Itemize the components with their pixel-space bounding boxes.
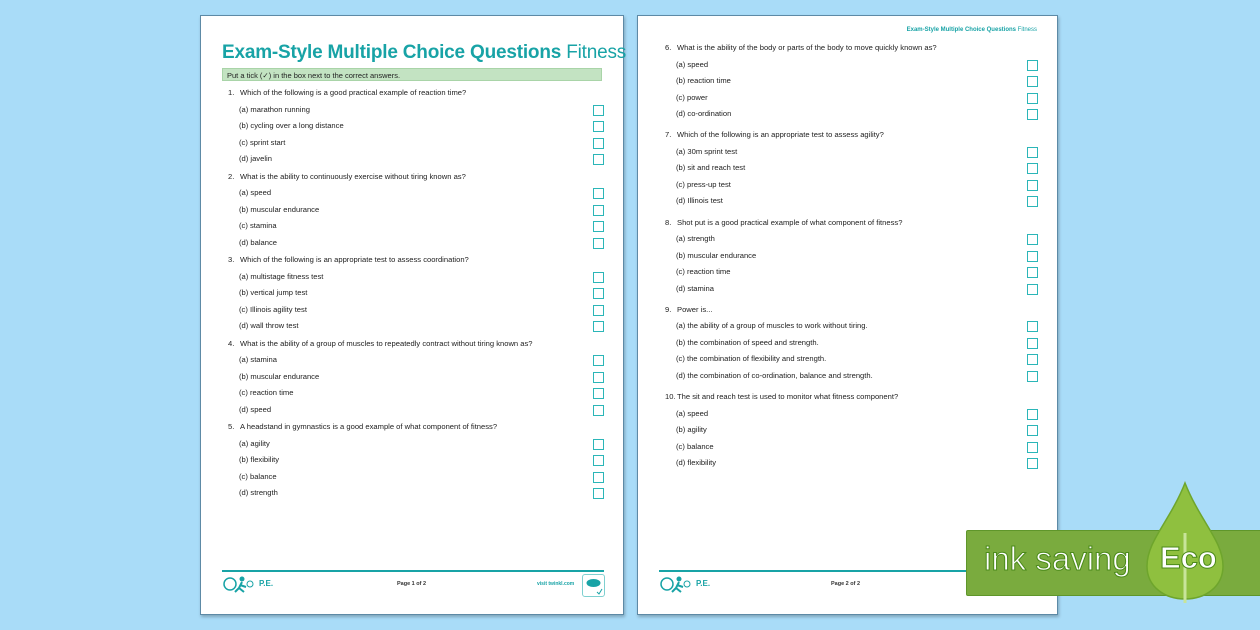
option-label: (a) strength xyxy=(676,234,715,244)
answer-checkbox[interactable] xyxy=(1027,180,1038,191)
option-label: (d) wall throw test xyxy=(239,321,299,330)
answer-option xyxy=(222,302,604,319)
option-label: (b) sit and reach test xyxy=(676,163,746,173)
option-label: (d) javelin xyxy=(239,154,272,163)
question-row xyxy=(659,302,1038,319)
option-label: (a) 30m sprint test xyxy=(676,146,738,156)
answer-checkbox[interactable] xyxy=(593,439,604,450)
option-label: (d) flexibility xyxy=(676,458,717,468)
answer-option xyxy=(222,485,604,502)
worksheet-page-2 xyxy=(637,15,1058,615)
question-text: Which of the following is an appropriate test to assess agility? xyxy=(677,130,884,140)
answer-option xyxy=(659,455,1038,472)
answer-checkbox[interactable] xyxy=(1027,284,1038,295)
answer-checkbox[interactable] xyxy=(593,388,604,399)
question-number: 3. xyxy=(228,255,235,264)
answer-checkbox[interactable] xyxy=(593,272,604,283)
page-title xyxy=(222,42,626,64)
option-label: (a) marathon running xyxy=(239,104,310,114)
answer-option xyxy=(659,193,1038,210)
answer-option xyxy=(222,102,604,119)
question-row xyxy=(222,85,604,102)
option-label: (a) agility xyxy=(239,438,270,448)
question-text: Power is... xyxy=(677,304,713,314)
instruction-bar: Put a tick (✓) in the box next to the correct answers. xyxy=(222,68,602,81)
pe-logo-icon xyxy=(222,574,254,594)
question-block xyxy=(222,85,604,169)
option-label: (b) agility xyxy=(676,425,707,435)
answer-option xyxy=(222,269,604,286)
answer-checkbox[interactable] xyxy=(1027,76,1038,87)
question-row xyxy=(222,336,604,353)
option-label: (d) the combination of co-ordination, balance and strength. xyxy=(676,370,873,380)
answer-option xyxy=(659,264,1038,281)
question-number: 7. xyxy=(665,130,672,140)
answer-option xyxy=(659,160,1038,177)
question-number: 4. xyxy=(228,338,235,348)
answer-option xyxy=(222,352,604,369)
option-label: (a) multistage fitness test xyxy=(239,271,324,281)
option-label: (d) stamina xyxy=(676,283,714,293)
option-label: (c) balance xyxy=(676,441,714,451)
option-label: (b) cycling over a long distance xyxy=(239,121,344,130)
answer-option xyxy=(659,73,1038,90)
question-row xyxy=(222,169,604,186)
question-block xyxy=(659,302,1038,389)
question-block xyxy=(222,169,604,253)
answer-option xyxy=(659,144,1038,161)
answer-option xyxy=(222,202,604,219)
option-label: (d) Illinois test xyxy=(676,196,723,206)
answer-checkbox[interactable] xyxy=(1027,442,1038,453)
question-text: The sit and reach test is used to monitor what fitness component? xyxy=(677,392,899,402)
answer-option xyxy=(222,218,604,235)
answer-checkbox[interactable] xyxy=(1027,60,1038,71)
answer-checkbox[interactable] xyxy=(1027,354,1038,365)
answer-checkbox[interactable] xyxy=(593,305,604,316)
answer-option xyxy=(659,318,1038,335)
question-block xyxy=(659,389,1038,476)
answer-option xyxy=(659,106,1038,123)
visit-link[interactable]: visit twinkl.com xyxy=(537,581,575,587)
answer-option xyxy=(659,231,1038,248)
header-sub: Fitness xyxy=(1017,27,1037,33)
answer-option xyxy=(659,335,1038,352)
answer-checkbox[interactable] xyxy=(593,372,604,383)
answer-checkbox[interactable] xyxy=(1027,425,1038,436)
question-row xyxy=(659,127,1038,144)
answer-checkbox[interactable] xyxy=(1027,196,1038,207)
question-text: What is the ability of the body or parts of the body to move quickly known as? xyxy=(677,43,937,52)
question-row xyxy=(659,215,1038,232)
question-block xyxy=(659,215,1038,302)
answer-option xyxy=(222,185,604,202)
option-label: (a) speed xyxy=(676,59,709,69)
option-label: (a) the ability of a group of muscles to work without tiring. xyxy=(676,321,868,331)
option-label: (c) stamina xyxy=(239,221,277,230)
answer-checkbox[interactable] xyxy=(1027,371,1038,382)
answer-checkbox[interactable] xyxy=(1027,147,1038,158)
answer-checkbox[interactable] xyxy=(593,321,604,332)
answer-checkbox[interactable] xyxy=(1027,93,1038,104)
answer-checkbox[interactable] xyxy=(1027,267,1038,278)
worksheet-page-1 xyxy=(200,15,627,615)
answer-checkbox[interactable] xyxy=(593,472,604,483)
option-label: (b) reaction time xyxy=(676,76,731,85)
answer-option xyxy=(659,439,1038,456)
answer-option xyxy=(222,469,604,486)
answer-checkbox[interactable] xyxy=(593,405,604,416)
option-label: (c) balance xyxy=(239,471,277,481)
question-row xyxy=(659,40,1038,57)
answer-checkbox[interactable] xyxy=(1027,409,1038,420)
question-row xyxy=(659,389,1038,406)
title-sub: Fitness xyxy=(566,42,627,63)
option-label: (c) Illinois agility test xyxy=(239,304,307,314)
answer-option xyxy=(222,452,604,469)
answer-option xyxy=(222,135,604,152)
answer-option xyxy=(222,318,604,335)
answer-checkbox[interactable] xyxy=(593,221,604,232)
answer-option xyxy=(222,436,604,453)
question-text: What is the ability of a group of muscles to repeatedly contract without tiring known as? xyxy=(240,338,533,348)
option-label: (b) vertical jump test xyxy=(239,288,308,297)
answer-checkbox[interactable] xyxy=(593,121,604,132)
header-main: Exam-Style Multiple Choice Questions xyxy=(906,27,1016,33)
answer-checkbox[interactable] xyxy=(1027,338,1038,349)
answer-checkbox[interactable] xyxy=(1027,163,1038,174)
option-label: (c) the combination of flexibility and strength. xyxy=(676,354,827,364)
answer-option xyxy=(659,368,1038,385)
answer-checkbox[interactable] xyxy=(593,188,604,199)
option-label: (c) sprint start xyxy=(239,137,286,147)
answer-checkbox[interactable] xyxy=(1027,251,1038,262)
answer-option xyxy=(659,248,1038,265)
question-text: What is the ability to continuously exercise without tiring known as? xyxy=(240,171,466,181)
answer-option xyxy=(659,90,1038,107)
option-label: (c) power xyxy=(676,92,708,102)
question-block xyxy=(659,40,1038,127)
question-number: 8. xyxy=(665,217,672,227)
footer-divider xyxy=(222,570,604,572)
question-number: 2. xyxy=(228,171,235,181)
question-number: 9. xyxy=(665,304,672,314)
page-number: Page 2 of 2 xyxy=(831,581,861,587)
question-number: 6. xyxy=(665,43,672,52)
answer-option xyxy=(222,385,604,402)
option-label: (a) speed xyxy=(676,408,709,418)
title-main: Exam-Style Multiple Choice Questions xyxy=(222,42,562,63)
option-label: (d) strength xyxy=(239,488,278,497)
ink-saving-label: ink saving xyxy=(984,540,1131,577)
question-block xyxy=(659,127,1038,214)
pe-logo-icon xyxy=(659,574,691,594)
answer-option xyxy=(222,285,604,302)
option-label: (d) co-ordination xyxy=(676,109,732,118)
question-list xyxy=(659,40,1038,476)
answer-option xyxy=(659,406,1038,423)
question-list xyxy=(222,85,604,503)
answer-checkbox[interactable] xyxy=(593,138,604,149)
running-header xyxy=(907,27,1037,33)
option-label: (d) speed xyxy=(239,404,272,414)
answer-option xyxy=(659,177,1038,194)
option-label: (b) the combination of speed and strength. xyxy=(676,337,819,347)
answer-checkbox[interactable] xyxy=(593,105,604,116)
question-number: 5. xyxy=(228,422,235,431)
answer-checkbox[interactable] xyxy=(593,488,604,499)
option-label: (b) muscular endurance xyxy=(239,371,320,381)
option-label: (c) press-up test xyxy=(676,179,731,189)
answer-checkbox[interactable] xyxy=(1027,321,1038,332)
answer-option xyxy=(222,402,604,419)
option-label: (c) reaction time xyxy=(676,267,731,277)
question-number: 1. xyxy=(228,88,235,97)
footer-subject: P.E. xyxy=(259,579,274,588)
answer-checkbox[interactable] xyxy=(1027,109,1038,120)
option-label: (b) muscular endurance xyxy=(239,204,320,214)
answer-option xyxy=(659,57,1038,74)
question-text: Which of the following is an appropriate test to assess coordination? xyxy=(240,255,469,264)
question-text: Which of the following is a good practical example of reaction time? xyxy=(240,88,467,97)
question-block xyxy=(222,336,604,420)
question-number: 10. xyxy=(665,392,676,402)
option-label: (a) speed xyxy=(239,188,272,197)
answer-checkbox[interactable] xyxy=(1027,458,1038,469)
answer-option xyxy=(222,118,604,135)
answer-option xyxy=(659,351,1038,368)
option-label: (d) balance xyxy=(239,237,277,247)
option-label: (b) flexibility xyxy=(239,455,280,464)
answer-checkbox[interactable] xyxy=(593,288,604,299)
page-number: Page 1 of 2 xyxy=(397,581,427,587)
answer-checkbox[interactable] xyxy=(593,154,604,165)
eco-label: Eco xyxy=(1160,540,1217,575)
footer-subject: P.E. xyxy=(696,579,711,588)
answer-option xyxy=(222,235,604,252)
option-label: (a) stamina xyxy=(239,355,277,364)
option-label: (c) reaction time xyxy=(239,388,294,397)
question-text: A headstand in gymnastics is a good example of what component of fitness? xyxy=(240,422,498,431)
answer-checkbox[interactable] xyxy=(593,355,604,366)
answer-option xyxy=(659,281,1038,298)
option-label: (b) muscular endurance xyxy=(676,250,757,260)
answer-checkbox[interactable] xyxy=(593,205,604,216)
question-text: Shot put is a good practical example of what component of fitness? xyxy=(677,217,903,227)
question-row xyxy=(222,252,604,269)
answer-checkbox[interactable] xyxy=(593,238,604,249)
question-block xyxy=(222,419,604,503)
answer-option xyxy=(659,422,1038,439)
answer-checkbox[interactable] xyxy=(1027,234,1038,245)
answer-option xyxy=(222,151,604,168)
question-row xyxy=(222,419,604,436)
answer-checkbox[interactable] xyxy=(593,455,604,466)
answer-option xyxy=(222,369,604,386)
question-block xyxy=(222,252,604,336)
twinkl-logo-icon xyxy=(582,574,605,597)
